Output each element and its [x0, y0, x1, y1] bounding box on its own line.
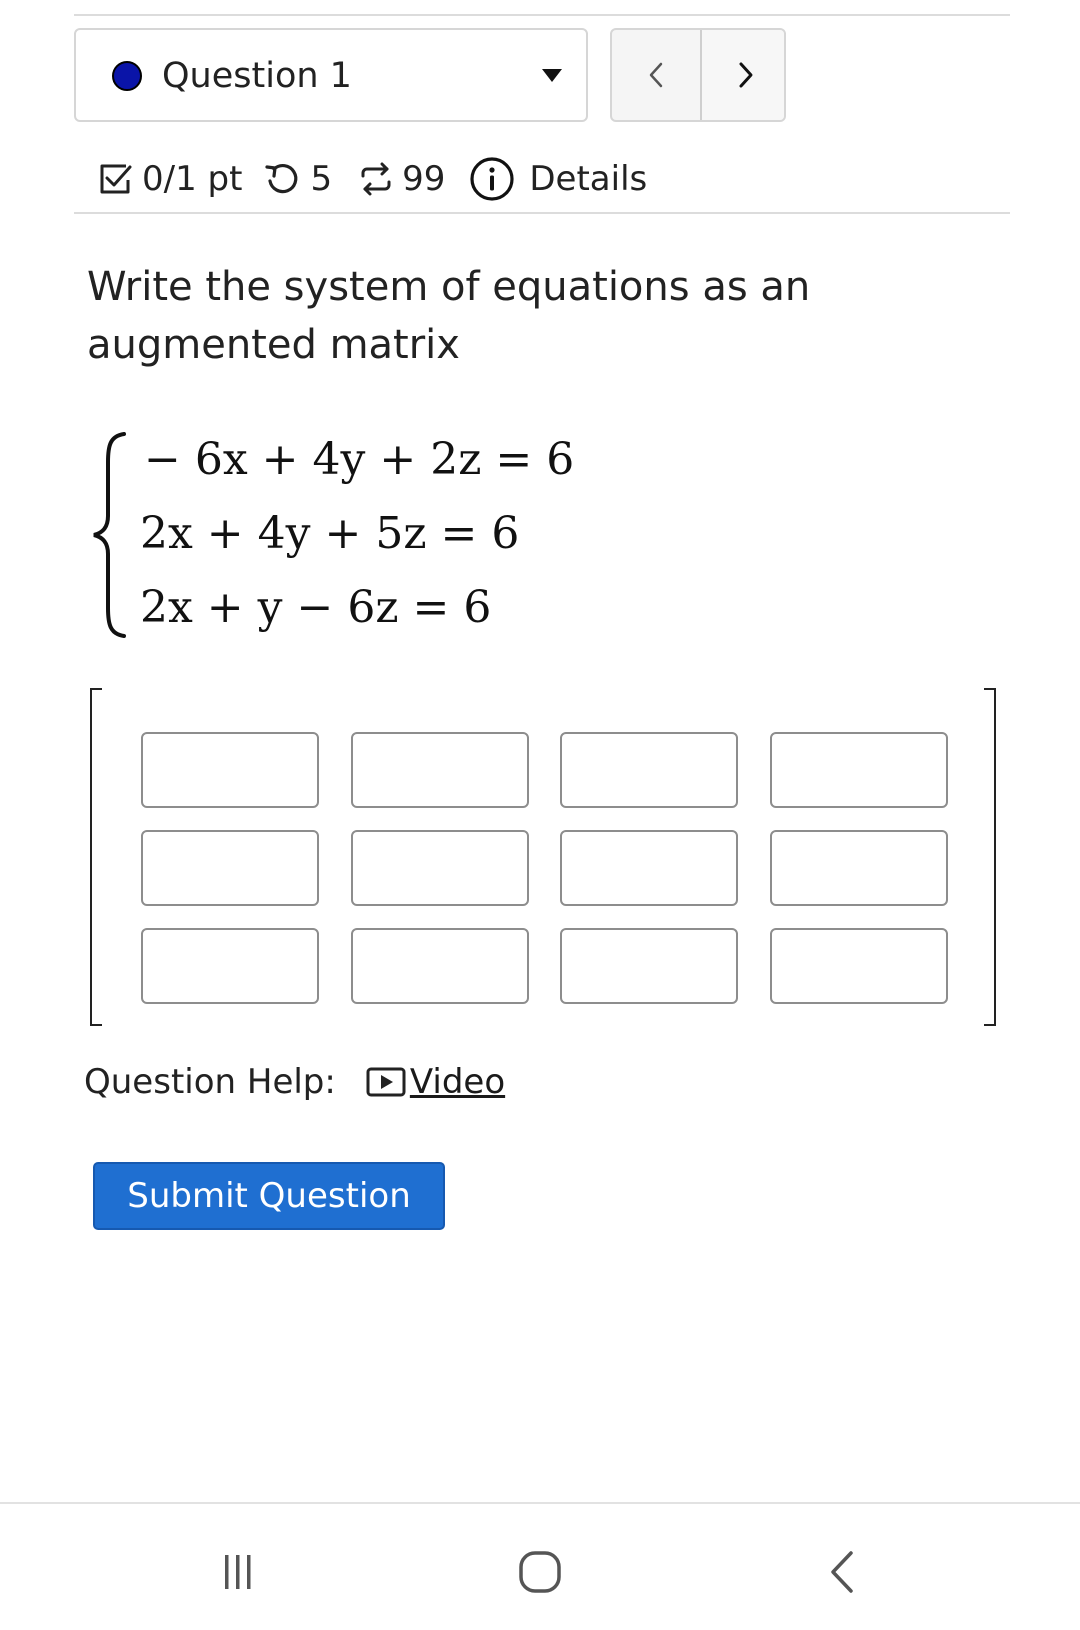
- matrix-cell-r3-c4[interactable]: [770, 928, 948, 1004]
- retries-group: [262, 159, 332, 199]
- matrix-cell-r1-c3[interactable]: [560, 732, 738, 808]
- video-play-icon: [366, 1066, 406, 1098]
- recent-apps-icon: [218, 1552, 258, 1592]
- back-button[interactable]: [807, 1542, 877, 1602]
- video-link[interactable]: [366, 1062, 505, 1102]
- equation-3: 2x + y − 6z = 6: [140, 582, 492, 633]
- details-label: Details: [529, 159, 648, 199]
- question-help-label: Question Help:: [84, 1062, 336, 1102]
- submit-question-button[interactable]: Submit Question: [93, 1162, 445, 1230]
- question-status-dot: [112, 61, 142, 91]
- question-nav: [610, 28, 786, 122]
- home-icon: [517, 1549, 563, 1595]
- chevron-right-icon: [736, 60, 756, 90]
- undo-icon: [262, 159, 302, 199]
- video-label: Video: [409, 1062, 506, 1102]
- question-prompt: Write the system of equations as an augmented matrix: [87, 264, 811, 368]
- matrix-cell-r1-c4[interactable]: [770, 732, 948, 808]
- recent-apps-button[interactable]: [203, 1542, 273, 1602]
- info-icon: [469, 156, 515, 202]
- attempts-group: [356, 159, 445, 199]
- attempts-count: 99: [402, 159, 446, 199]
- question-select-label: Question 1: [162, 56, 352, 96]
- question-help: [84, 1062, 505, 1102]
- top-divider: [74, 14, 1010, 16]
- matrix-cell-r2-c3[interactable]: [560, 830, 738, 906]
- matrix-cell-r1-c1[interactable]: [141, 732, 319, 808]
- matrix-right-bracket: [984, 688, 996, 1026]
- matrix-left-bracket: [90, 688, 102, 1026]
- back-icon: [827, 1549, 857, 1595]
- caret-down-icon: [542, 69, 562, 82]
- next-question-button[interactable]: [700, 30, 786, 120]
- meta-divider: [74, 212, 1010, 214]
- question-meta: [96, 154, 647, 204]
- score-text: 0/1 pt: [142, 159, 243, 199]
- previous-question-button[interactable]: [612, 30, 699, 120]
- matrix-cell-r3-c1[interactable]: [141, 928, 319, 1004]
- matrix-cell-r2-c2[interactable]: [351, 830, 529, 906]
- home-button[interactable]: [505, 1542, 575, 1602]
- checkbox-check-icon: [96, 160, 134, 198]
- chevron-left-icon: [646, 60, 666, 90]
- left-brace: [92, 432, 128, 638]
- retries-count: 5: [310, 159, 333, 199]
- equation-1: − 6x + 4y + 2z = 6: [144, 434, 575, 485]
- equation-2: 2x + 4y + 5z = 6: [140, 508, 520, 559]
- question-select[interactable]: [74, 28, 588, 122]
- matrix-cell-r3-c2[interactable]: [351, 928, 529, 1004]
- score-group: [96, 159, 242, 199]
- details-button[interactable]: [469, 156, 647, 202]
- repeat-icon: [356, 159, 396, 199]
- system-nav-bar: [0, 1502, 1080, 1630]
- matrix-cell-r3-c3[interactable]: [560, 928, 738, 1004]
- matrix-cell-r2-c4[interactable]: [770, 830, 948, 906]
- matrix-cell-r2-c1[interactable]: [141, 830, 319, 906]
- matrix-cell-r1-c2[interactable]: [351, 732, 529, 808]
